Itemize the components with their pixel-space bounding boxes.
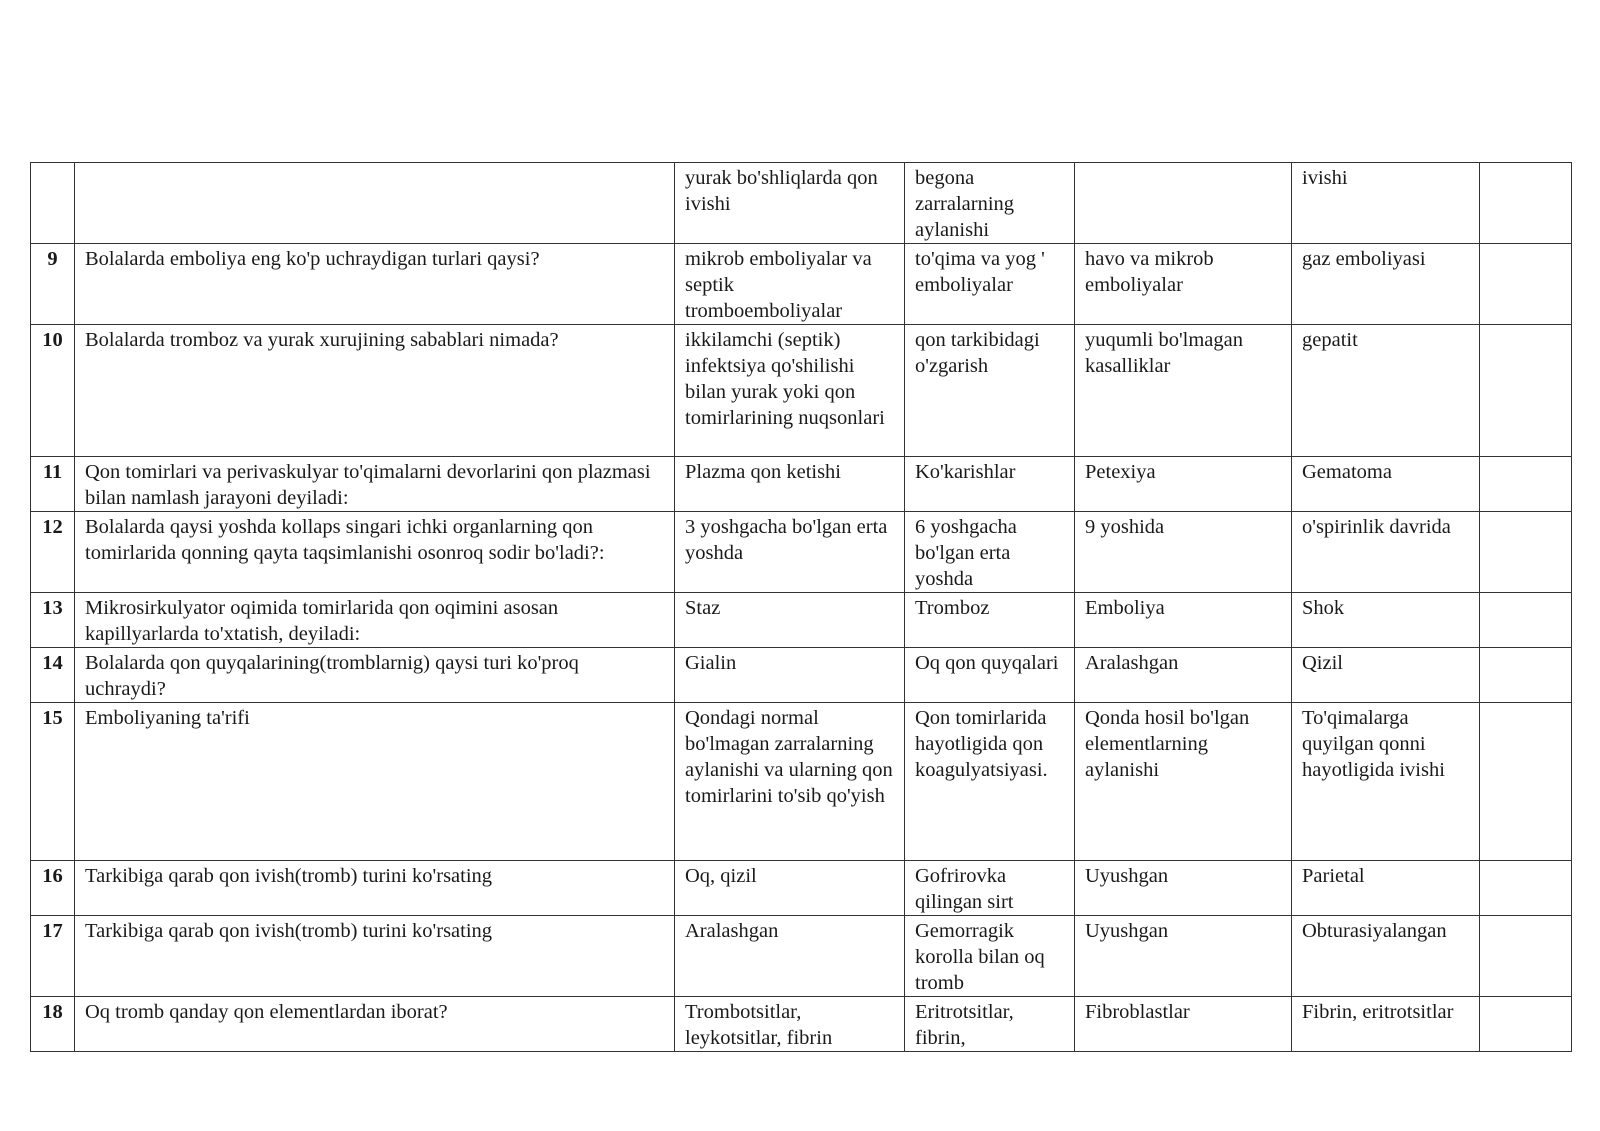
answer-extra [1480, 703, 1572, 861]
answer-extra [1480, 163, 1572, 244]
question-number: 13 [31, 593, 75, 648]
quiz-table [30, 162, 1572, 1052]
answer-b: qon tarkibidagi o'zgarish [905, 325, 1075, 457]
answer-c: Uyushgan [1075, 916, 1292, 997]
question-text: Qon tomirlari va perivaskulyar to'qimalarni devorlarini qon plazmasi bilan namlash jarayoni deyiladi: [75, 457, 675, 512]
question-number: 15 [31, 703, 75, 861]
answer-a: ikkilamchi (septik) infektsiya qo'shilishi bilan yurak yoki qon tomirlarining nuqsonlari [675, 325, 905, 457]
answer-c: Uyushgan [1075, 861, 1292, 916]
answer-a: yurak bo'shliqlarda qon ivishi [675, 163, 905, 244]
answer-d: o'spirinlik davrida [1292, 512, 1480, 593]
question-number: 14 [31, 648, 75, 703]
answer-c [1075, 163, 1292, 244]
question-text: Bolalarda tromboz va yurak xurujining sabablari nimada? [75, 325, 675, 457]
table-row [31, 325, 1572, 457]
answer-a: Oq, qizil [675, 861, 905, 916]
question-text: Bolalarda emboliya eng ko'p uchraydigan turlari qaysi? [75, 244, 675, 325]
answer-b: Oq qon quyqalari [905, 648, 1075, 703]
question-number: 18 [31, 997, 75, 1052]
answer-a: Staz [675, 593, 905, 648]
table-row [31, 593, 1572, 648]
table-row [31, 703, 1572, 861]
quiz-table-body [31, 163, 1572, 1052]
answer-d: gepatit [1292, 325, 1480, 457]
question-number: 17 [31, 916, 75, 997]
answer-c: Emboliya [1075, 593, 1292, 648]
table-row [31, 648, 1572, 703]
question-text: Bolalarda qon quyqalarining(tromblarnig) qaysi turi ko'proq uchraydi? [75, 648, 675, 703]
answer-d: To'qimalarga quyilgan qonni hayotligida ivishi [1292, 703, 1480, 861]
answer-a: mikrob emboliyalar va septik tromboemboliyalar [675, 244, 905, 325]
answer-c: Petexiya [1075, 457, 1292, 512]
question-number: 16 [31, 861, 75, 916]
answer-d: ivishi [1292, 163, 1480, 244]
answer-a: Gialin [675, 648, 905, 703]
question-text: Oq tromb qanday qon elementlardan iborat? [75, 997, 675, 1052]
answer-extra [1480, 457, 1572, 512]
answer-a: Plazma qon ketishi [675, 457, 905, 512]
question-number: 11 [31, 457, 75, 512]
answer-extra [1480, 325, 1572, 457]
answer-b: Ko'karishlar [905, 457, 1075, 512]
table-row [31, 163, 1572, 244]
question-number: 9 [31, 244, 75, 325]
question-text: Bolalarda qaysi yoshda kollaps singari ichki organlarning qon tomirlarida qonning qayta taqsimlanishi osonroq sodir bo'ladi?: [75, 512, 675, 593]
answer-d: Qizil [1292, 648, 1480, 703]
answer-a: Trombotsitlar, leykotsitlar, fibrin [675, 997, 905, 1052]
answer-b: Gemorragik korolla bilan oq tromb [905, 916, 1075, 997]
answer-b: Tromboz [905, 593, 1075, 648]
answer-c: yuqumli bo'lmagan kasalliklar [1075, 325, 1292, 457]
answer-b: Gofrirovka qilingan sirt [905, 861, 1075, 916]
answer-extra [1480, 997, 1572, 1052]
table-row [31, 861, 1572, 916]
question-number: 10 [31, 325, 75, 457]
answer-c: 9 yoshida [1075, 512, 1292, 593]
answer-extra [1480, 648, 1572, 703]
answer-extra [1480, 861, 1572, 916]
question-text: Tarkibiga qarab qon ivish(tromb) turini ko'rsating [75, 916, 675, 997]
answer-c: Qonda hosil bo'lgan elementlarning aylanishi [1075, 703, 1292, 861]
table-row [31, 512, 1572, 593]
question-number: 12 [31, 512, 75, 593]
table-row [31, 244, 1572, 325]
answer-d: Gematoma [1292, 457, 1480, 512]
answer-extra [1480, 512, 1572, 593]
answer-c: havo va mikrob emboliyalar [1075, 244, 1292, 325]
table-row [31, 997, 1572, 1052]
answer-d: gaz emboliyasi [1292, 244, 1480, 325]
answer-b: 6 yoshgacha bo'lgan erta yoshda [905, 512, 1075, 593]
answer-d: Parietal [1292, 861, 1480, 916]
question-text [75, 163, 675, 244]
answer-d: Shok [1292, 593, 1480, 648]
answer-b: Eritrotsitlar, fibrin, [905, 997, 1075, 1052]
answer-c: Aralashgan [1075, 648, 1292, 703]
answer-extra [1480, 593, 1572, 648]
answer-extra [1480, 916, 1572, 997]
question-text: Mikrosirkulyator oqimida tomirlarida qon oqimini asosan kapillyarlarda to'xtatish, deyiladi: [75, 593, 675, 648]
table-row [31, 916, 1572, 997]
answer-extra [1480, 244, 1572, 325]
question-text: Tarkibiga qarab qon ivish(tromb) turini ko'rsating [75, 861, 675, 916]
answer-b: begona zarralarning aylanishi [905, 163, 1075, 244]
question-number [31, 163, 75, 244]
answer-a: Aralashgan [675, 916, 905, 997]
question-text: Emboliyaning ta'rifi [75, 703, 675, 861]
answer-a: Qondagi normal bo'lmagan zarralarning aylanishi va ularning qon tomirlarini to'sib qo'yish [675, 703, 905, 861]
answer-a: 3 yoshgacha bo'lgan erta yoshda [675, 512, 905, 593]
answer-d: Fibrin, eritrotsitlar [1292, 997, 1480, 1052]
answer-d: Obturasiyalangan [1292, 916, 1480, 997]
answer-b: to'qima va yog ' emboliyalar [905, 244, 1075, 325]
answer-b: Qon tomirlarida hayotligida qon koagulyatsiyasi. [905, 703, 1075, 861]
answer-c: Fibroblastlar [1075, 997, 1292, 1052]
table-row [31, 457, 1572, 512]
